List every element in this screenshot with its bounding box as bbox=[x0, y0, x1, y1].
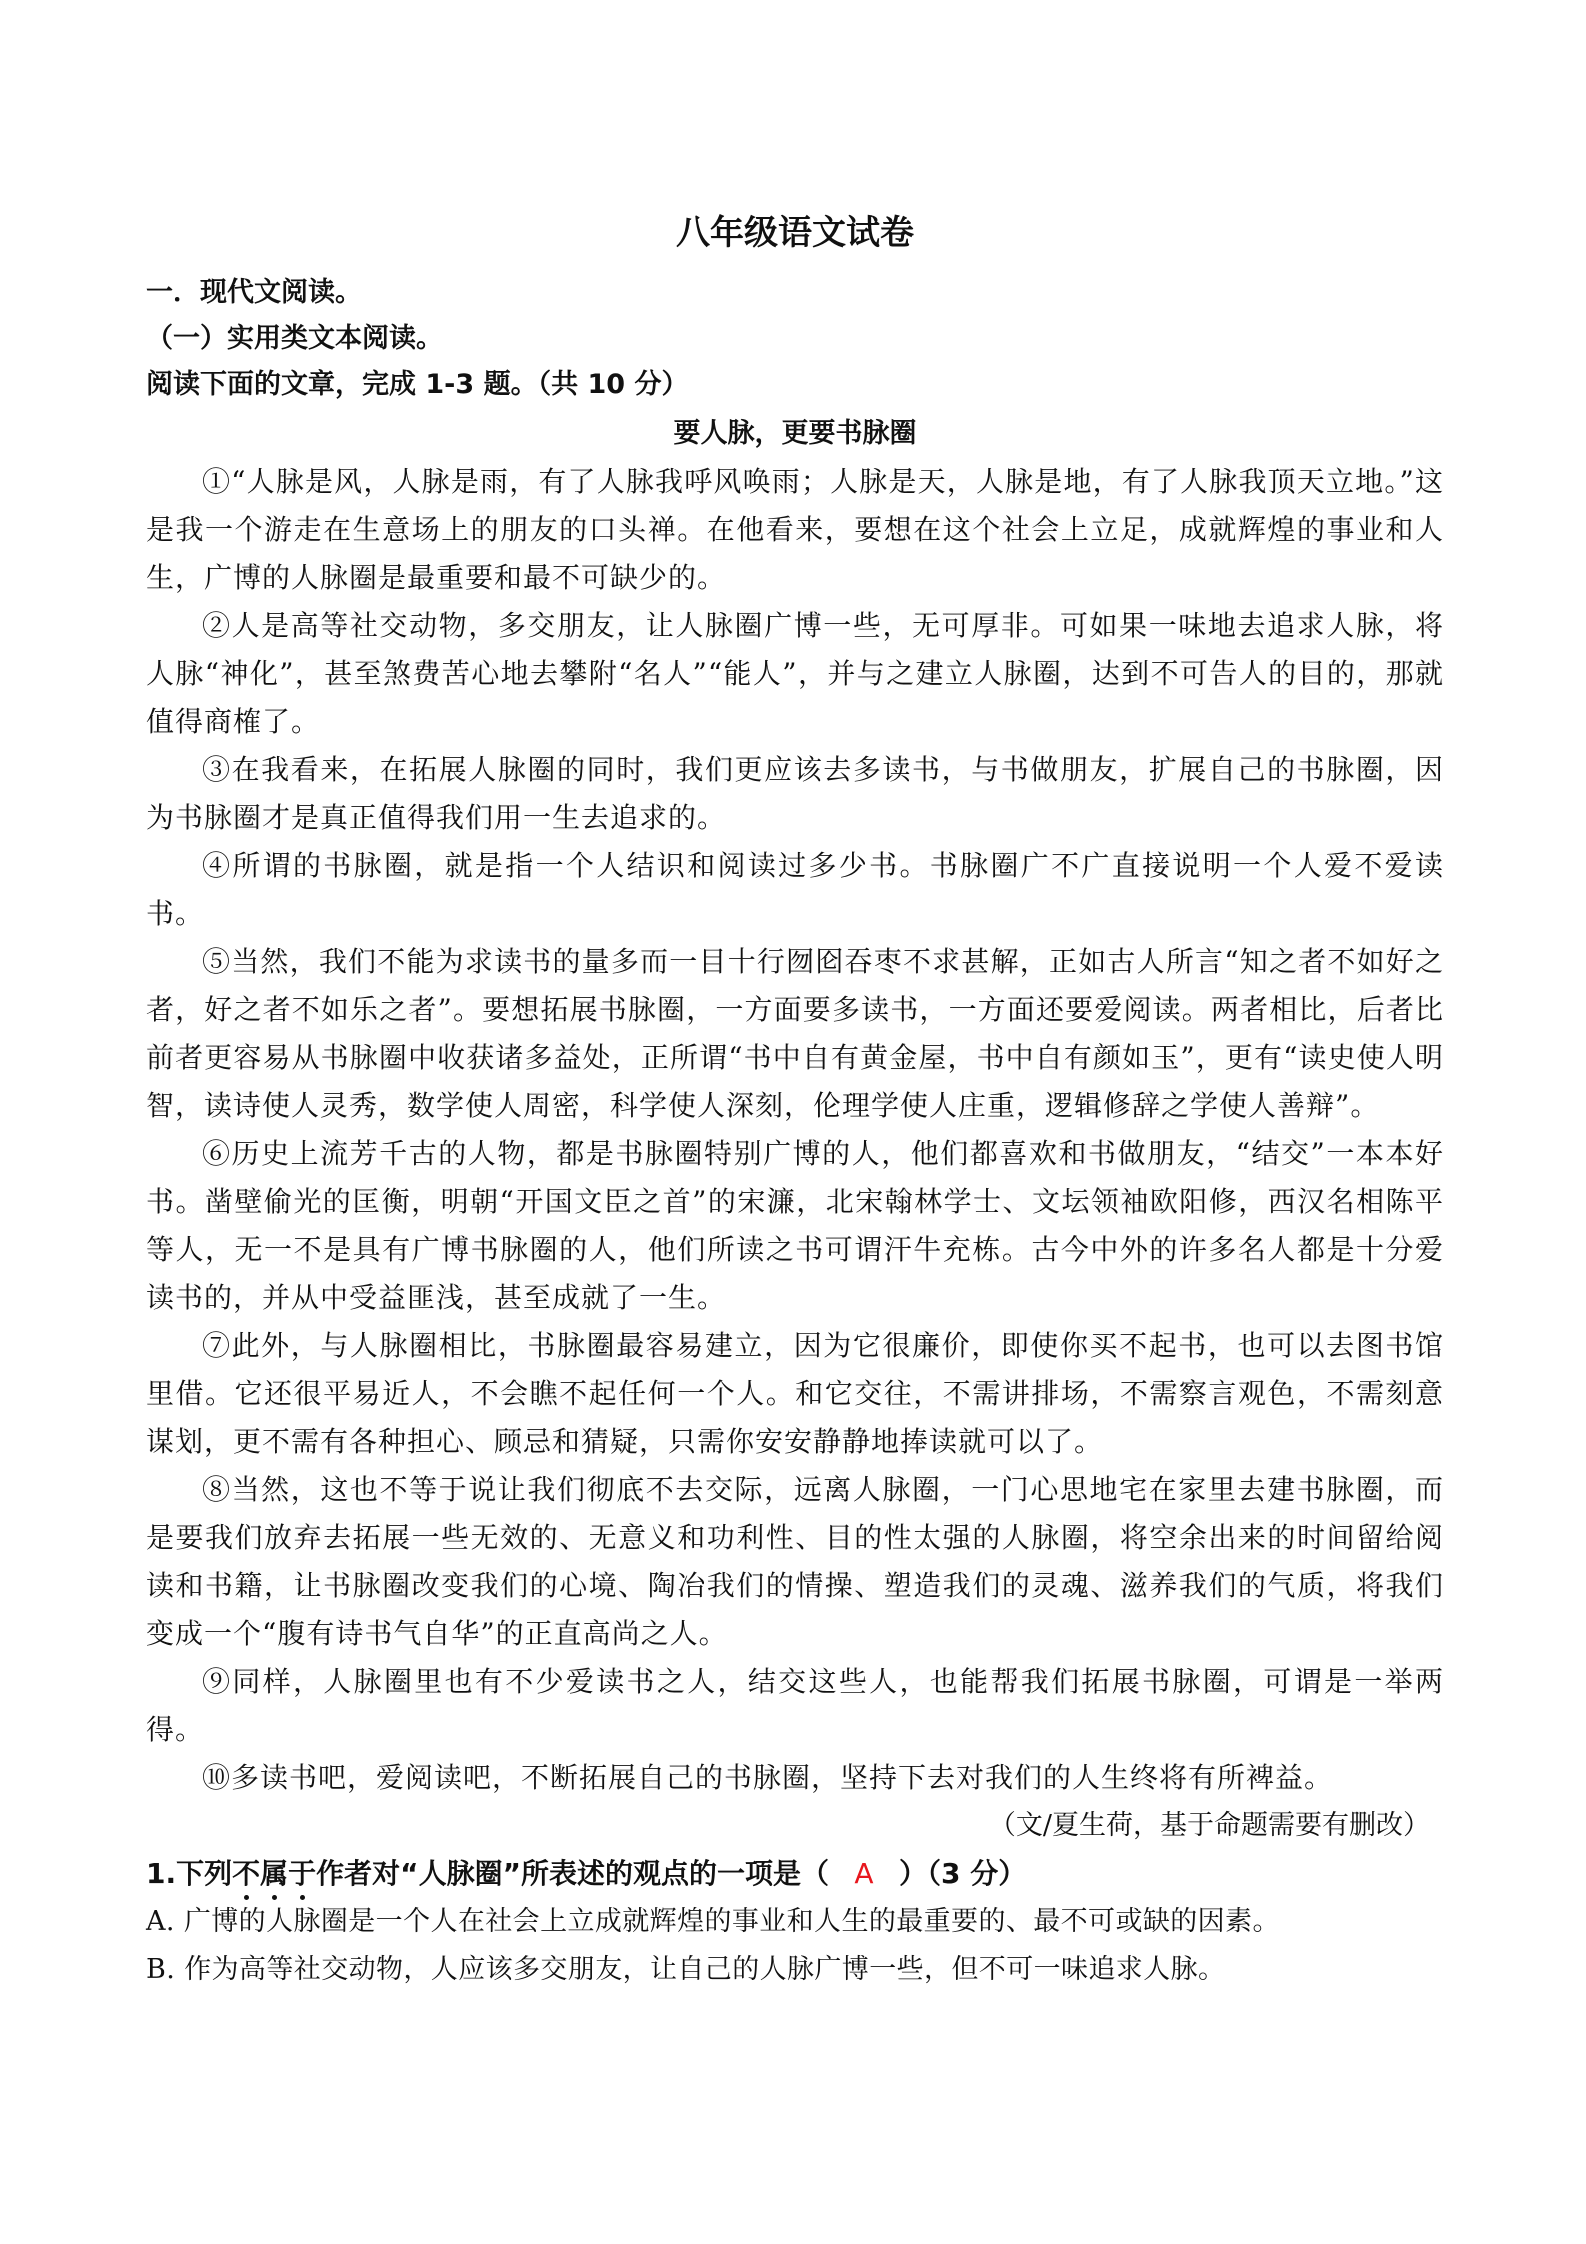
article-paragraph-8: ⑧当然，这也不等于说让我们彻底不去交际，远离人脉圈，一门心思地宅在家里去建书脉圈，而是要我们放弃去拓展一些无效的、无意义和功利性、目的性太强的人脉圈，将空余出来的时间留给阅读和书籍，让书脉圈改变我们的心境、陶冶我们的情操、塑造我们的灵魂、滋养我们的气质，将我们变成一个“腹有诗书气自华”的正直高尚之人。 bbox=[146, 1473, 1444, 1650]
emphasis-char: 属 bbox=[260, 1850, 288, 1898]
reading-instruction: 阅读下面的文章，完成 1-3 题。（共 10 分） bbox=[146, 369, 689, 400]
exam-page bbox=[146, 208, 1444, 1994]
article-paragraph-7: ⑦此外，与人脉圈相比，书脉圈最容易建立，因为它很廉价，即使你买不起书，也可以去图书馆里借。它还很平易近人，不会瞧不起任何一个人。和它交往，不需讲排场，不需察言观色，不需刻意谋划，更不需有各种担心、顾忌和猜疑，只需你安安静静地捧读就可以了。 bbox=[146, 1329, 1444, 1458]
question-1 bbox=[146, 1850, 1444, 1898]
article-paragraph-10: ⑩多读书吧，爱阅读吧，不断拓展自己的书脉圈，坚持下去对我们的人生终将有所裨益。 bbox=[202, 1761, 1334, 1794]
option-a: A. 广博的人脉圈是一个人在社会上立成就辉煌的事业和人生的最重要的、最不可或缺的因素。 bbox=[146, 1906, 1280, 1937]
article-paragraph-6: ⑥历史上流芳千古的人物，都是书脉圈特别广博的人，他们都喜欢和书做朋友，“结交”一本本好书。凿壁偷光的匡衡，明朝“开国文臣之首”的宋濂，北宋翰林学士、文坛领袖欧阳修，西汉名相陈平等人，无一不是具有广博书脉圈的人，他们所读之书可谓汗牛充栋。古今中外的许多名人都是十分爱读书的，并从中受益匪浅，甚至成就了一生。 bbox=[146, 1137, 1444, 1314]
subsection-heading: （一）实用类文本阅读。 bbox=[146, 323, 443, 354]
answer-mark: A bbox=[854, 1857, 874, 1890]
article-paragraph-5: ⑤当然，我们不能为求读书的量多而一目十行囫囵吞枣不求甚解，正如古人所言“知之者不如好之者，好之者不如乐之者”。要想拓展书脉圈，一方面要多读书，一方面还要爱阅读。两者相比，后者比前者更容易从书脉圈中收获诸多益处，正所谓“书中自有黄金屋，书中自有颜如玉”，更有“读史使人明智，读诗使人灵秀，数学使人周密，科学使人深刻，伦理学使人庄重，逻辑修辞之学使人善辩”。 bbox=[146, 945, 1444, 1122]
section-heading: 一．现代文阅读。 bbox=[146, 277, 362, 308]
article-paragraph-4: ④所谓的书脉圈，就是指一个人结识和阅读过多少书。书脉圈广不广直接说明一个人爱不爱读书。 bbox=[146, 849, 1444, 930]
question-prefix: 1.下列 bbox=[146, 1857, 233, 1890]
question-stem: 作者对“人脉圈”所表述的观点的一项是（ bbox=[316, 1857, 829, 1890]
question-score: ）（3 分） bbox=[898, 1857, 1027, 1890]
article-title: 要人脉，更要书脉圈 bbox=[673, 418, 917, 449]
emphasis-char: 于 bbox=[288, 1850, 316, 1898]
article-paragraph-9: ⑨同样，人脉圈里也有不少爱读书之人，结交这些人，也能帮我们拓展书脉圈，可谓是一举两得。 bbox=[146, 1665, 1444, 1746]
article-source: （文/夏生荷，基于命题需要有删改） bbox=[988, 1810, 1430, 1841]
article-paragraph-1: ①“人脉是风，人脉是雨，有了人脉我呼风唤雨；人脉是天，人脉是地，有了人脉我顶天立地。”这是我一个游走在生意场上的朋友的口头禅。在他看来，要想在这个社会上立足，成就辉煌的事业和人生，广博的人脉圈是最重要和最不可缺少的。 bbox=[146, 465, 1444, 594]
exam-title: 八年级语文试卷 bbox=[676, 213, 914, 253]
article-paragraph-3: ③在我看来，在拓展人脉圈的同时，我们更应该去多读书，与书做朋友，扩展自己的书脉圈，因为书脉圈才是真正值得我们用一生去追求的。 bbox=[146, 753, 1444, 834]
emphasis-char: 不 bbox=[232, 1850, 260, 1898]
article-paragraph-2: ②人是高等社交动物，多交朋友，让人脉圈广博一些，无可厚非。可如果一味地去追求人脉，将人脉“神化”，甚至煞费苦心地去攀附“名人”“能人”，并与之建立人脉圈，达到不可告人的目的，那就值得商榷了。 bbox=[146, 609, 1444, 738]
option-b: B. 作为高等社交动物，人应该多交朋友，让自己的人脉广博一些，但不可一味追求人脉。 bbox=[146, 1954, 1226, 1985]
